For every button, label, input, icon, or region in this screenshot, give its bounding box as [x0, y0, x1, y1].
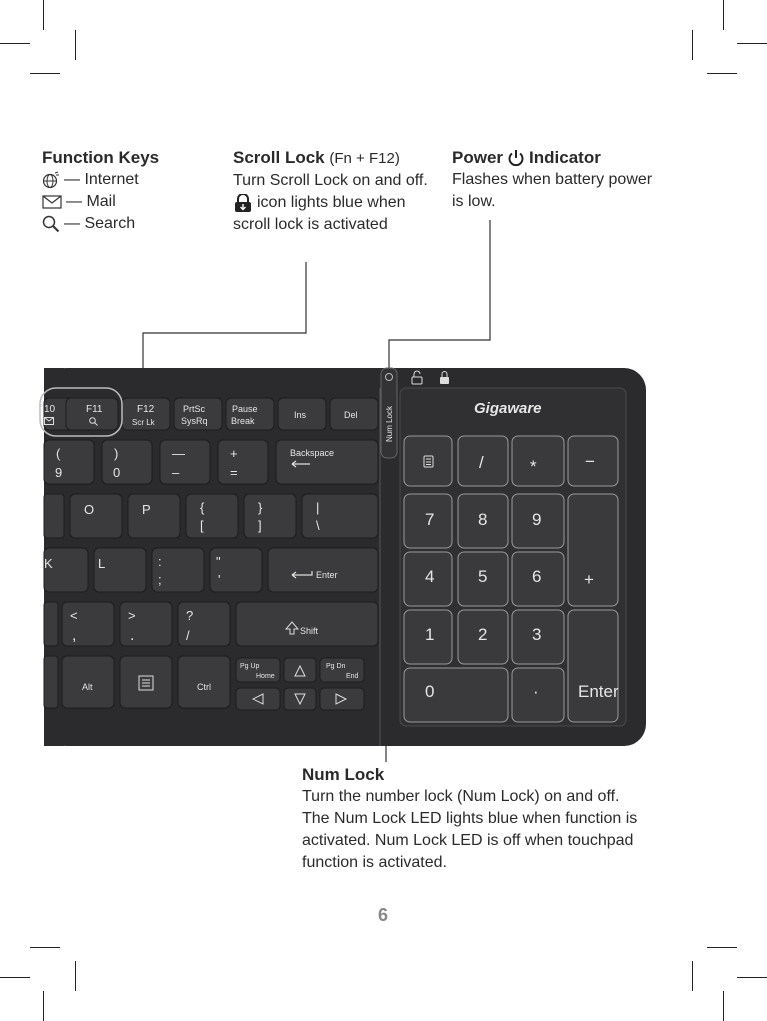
key-comma-main: ,	[72, 627, 77, 644]
mail-label: — Mail	[66, 193, 116, 210]
numpad-plus-label: +	[584, 570, 594, 589]
key-right	[320, 688, 364, 710]
key-pgup-label: Pg Up	[240, 663, 260, 670]
key-0-main: 0	[113, 465, 121, 480]
function-keys-title: Function Keys	[42, 148, 160, 167]
key-quote-main: '	[218, 572, 221, 587]
key-9-shift: (	[56, 446, 61, 461]
numpad-9-label: 9	[532, 510, 542, 529]
numpad-1-label: 1	[425, 625, 435, 644]
key-space-partial	[44, 656, 58, 708]
num-lock-line2: The Num Lock LED lights blue when function is	[302, 810, 638, 827]
num-lock-title: Num Lock	[302, 765, 385, 784]
numpad-8-label: 8	[478, 510, 488, 529]
key-shift-label: Shift	[300, 626, 319, 636]
key-semicolon-main: ;	[158, 572, 162, 587]
key-menu	[120, 656, 172, 708]
key-del-label: Del	[344, 410, 358, 420]
numpad-key-plus	[568, 494, 618, 606]
key-period-main: .	[130, 627, 135, 644]
key-left	[236, 688, 280, 710]
scroll-lock-line2: icon lights blue when	[257, 194, 406, 211]
num-lock-vertical-label: Num Lock	[385, 405, 394, 442]
numpad-5-label: 5	[478, 567, 488, 586]
key-p-label: P	[142, 502, 151, 517]
key-lbrace-shift: {	[200, 500, 205, 515]
numpad-key-0	[404, 668, 508, 722]
key-equals-main: =	[230, 465, 238, 480]
numpad-7-label: 7	[425, 510, 435, 529]
key-pipe	[302, 494, 378, 538]
key-shift	[236, 602, 378, 646]
key-lbrace-main: [	[200, 518, 204, 533]
power-leader	[389, 220, 490, 370]
key-up	[284, 658, 316, 682]
scroll-lock-title-text: Scroll Lock	[233, 148, 325, 167]
key-o-label: O	[84, 502, 95, 517]
key-pause-label: Pause	[232, 404, 258, 414]
key-slash-shift: ?	[186, 608, 194, 623]
scroll-lock-line3: scroll lock is activated	[233, 216, 388, 233]
key-0-shift: )	[114, 446, 119, 461]
key-backspace	[276, 440, 378, 484]
scroll-lock-shortcut: (Fn + F12)	[329, 150, 400, 167]
num-lock-callout	[302, 764, 662, 874]
numpad-4-label: 4	[425, 567, 435, 586]
num-lock-line3: activated. Num Lock LED is off when touchpad	[302, 832, 634, 849]
key-k-label: K	[44, 556, 53, 571]
key-backspace-label: Backspace	[290, 448, 335, 458]
key-down	[284, 688, 316, 710]
key-9	[44, 440, 94, 484]
key-z-partial	[44, 602, 58, 646]
key-semicolon-shift: :	[158, 554, 162, 569]
key-alt-label: Alt	[82, 682, 93, 692]
key-period-shift: >	[128, 608, 136, 623]
key-break-label: Break	[231, 416, 255, 426]
numpad-6-label: 6	[532, 567, 542, 586]
numpad-key-enter	[568, 610, 618, 722]
key-pipe-main: \	[316, 518, 320, 533]
key-p	[128, 494, 180, 538]
key-f12-label: F12	[137, 404, 155, 415]
key-f11-label: F11	[86, 404, 103, 415]
brand-logo: Gigaware	[474, 400, 542, 417]
key-rbrace-shift: }	[258, 500, 263, 515]
key-prtsc-label: PrtSc	[183, 404, 206, 414]
key-ctrl-label: Ctrl	[197, 682, 211, 692]
key-o	[70, 494, 122, 538]
numpad-3-label: 3	[532, 625, 542, 644]
key-ins-label: Ins	[294, 410, 307, 420]
key-f12-sublabel: Scr Lk	[132, 418, 155, 427]
numpad-key-calc	[404, 436, 452, 486]
key-equals-shift: +	[230, 446, 238, 461]
key-pipe-shift: |	[316, 500, 320, 515]
numpad-key-star	[512, 436, 564, 486]
key-minus-shift: —	[172, 446, 185, 461]
key-0	[102, 440, 152, 484]
numpad-star-label: *	[530, 457, 537, 476]
power-line1: Flashes when battery power	[452, 171, 653, 188]
key-enter-label: Enter	[316, 570, 338, 580]
key-minus	[160, 440, 210, 484]
numpad-minus-label: −	[585, 452, 595, 471]
power-title-before: Power	[452, 148, 504, 167]
num-lock-line4: function is activated.	[302, 854, 447, 871]
scroll-lock-line1: Turn Scroll Lock on and off.	[233, 172, 428, 189]
power-line2: is low.	[452, 193, 496, 210]
key-f10-label: 10	[44, 404, 56, 415]
key-comma-shift: <	[70, 608, 78, 623]
key-lbrace	[186, 494, 238, 538]
search-label: — Search	[64, 215, 136, 232]
numpad-slash-label: /	[479, 453, 484, 472]
key-rbrace-main: ]	[258, 518, 262, 533]
key-i-partial	[44, 494, 64, 538]
numpad-enter-label: Enter	[578, 682, 619, 701]
key-pgdn-label: Pg Dn	[326, 663, 346, 670]
numpad-dot-label: ·	[533, 682, 539, 701]
key-minus-main: –	[172, 465, 180, 480]
key-sysrq-label: SysRq	[181, 416, 208, 426]
numpad-0-label: 0	[425, 682, 435, 701]
key-9-main: 9	[55, 465, 63, 480]
key-slash-main: /	[186, 628, 190, 643]
power-title-after: Indicator	[529, 148, 601, 167]
page-number: 6	[377, 905, 388, 925]
key-quote-shift: "	[216, 554, 221, 569]
key-rbrace	[244, 494, 296, 538]
key-home-label: Home	[256, 673, 275, 680]
key-end-label: End	[346, 673, 359, 680]
key-equals	[218, 440, 268, 484]
internet-label: — Internet	[64, 171, 139, 188]
num-lock-line1: Turn the number lock (Num Lock) on and off.	[302, 788, 620, 805]
numpad-2-label: 2	[478, 625, 488, 644]
key-l-label: L	[98, 556, 106, 571]
